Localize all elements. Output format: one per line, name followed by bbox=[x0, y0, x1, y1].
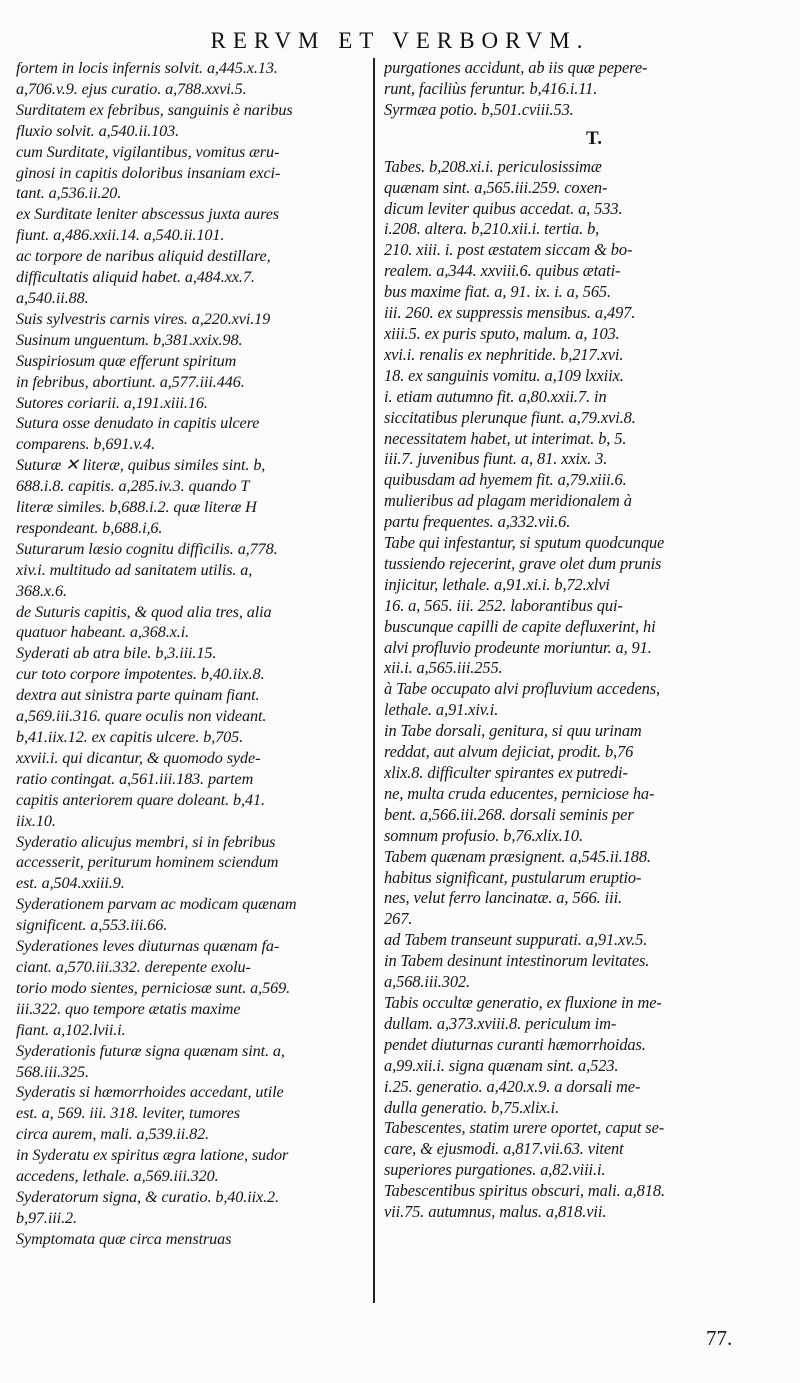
index-line: iii. 260. ex suppressis mensibus. a,497. bbox=[384, 303, 636, 323]
index-line: difficultatis aliquid habet. a,484.xx.7. bbox=[16, 268, 255, 287]
index-line: Sutores coriarii. a,191.xiii.16. bbox=[16, 393, 208, 412]
index-line: Suis sylvestris carnis vires. a,220.xvi.19 bbox=[16, 309, 271, 328]
index-line: bus maxime fiat. a, 91. ix. i. a, 565. bbox=[384, 282, 612, 302]
left-column bbox=[16, 58, 368, 1250]
index-line: 568.iii.325. bbox=[16, 1062, 89, 1081]
index-line: a,540.ii.88. bbox=[16, 288, 89, 307]
index-line: partu frequentes. a,332.vii.6. bbox=[384, 512, 571, 532]
index-line: iii.322. quo tempore ætatis maxime bbox=[16, 999, 241, 1018]
index-line: bent. a,566.iii.268. dorsali seminis per bbox=[384, 804, 634, 824]
index-line: pendet diuturnas curanti hæmorrhoidas. bbox=[384, 1034, 646, 1054]
running-head: RERVM ET VERBORVM. bbox=[210, 28, 590, 53]
index-line: dullam. a,373.xviii.8. periculum im- bbox=[384, 1013, 617, 1033]
index-line: Syrmæa potio. b,501.cviii.53. bbox=[384, 99, 574, 119]
index-line: i.25. generatio. a,420.x.9. a dorsali me- bbox=[384, 1076, 641, 1096]
index-line: a,706.v.9. ejus curatio. a,788.xxvi.5. bbox=[16, 79, 247, 98]
index-line: Tabis occultæ generatio, ex fluxione in me- bbox=[384, 992, 662, 1012]
index-line: Syderatis si hæmorrhoides accedant, utile bbox=[16, 1083, 284, 1102]
index-line: b,41.iix.12. ex capitis ulcere. b,705. bbox=[16, 728, 244, 746]
index-line: capitis anteriorem quare doleant. b,41. bbox=[16, 790, 265, 809]
index-line: nes, velut ferro lancinatæ. a, 566. iii. bbox=[384, 888, 623, 908]
index-line: ac torpore de naribus aliquid destillare, bbox=[16, 247, 271, 266]
index-line: Syderationes leves diuturnas quænam fa- bbox=[16, 937, 280, 956]
index-line: Tabe qui infestantur, si sputum quodcunque bbox=[384, 533, 665, 553]
index-line: vii.75. autumnus, malus. a,818.vii. bbox=[384, 1202, 607, 1222]
index-line: quibusdam ad hyemem fit. a,79.xiii.6. bbox=[384, 470, 627, 490]
index-line: circa aurem, mali. a,539.ii.82. bbox=[16, 1125, 210, 1144]
index-line: iii.7. juvenibus fiunt. a, 81. xxix. 3. bbox=[384, 449, 608, 469]
index-line: Tabes. b,208.xi.i. periculosissimæ bbox=[384, 156, 602, 176]
index-line: i.208. altera. b,210.xii.i. tertia. b, bbox=[384, 219, 600, 239]
index-line: b,97.iii.2. bbox=[16, 1208, 77, 1227]
index-line: buscunque capilli de capite defluxerint, hi bbox=[384, 616, 656, 636]
column-divider bbox=[373, 58, 375, 1303]
index-line: Sutura osse denudato in capitis ulcere bbox=[16, 414, 260, 433]
index-line: respondeant. b,688.i,6. bbox=[16, 518, 163, 537]
index-line: Tabem quænam præsignent. a,545.ii.188. bbox=[384, 846, 651, 866]
index-line: realem. a,344. xxviii.6. quibus ætati- bbox=[384, 261, 621, 281]
index-line: care, & ejusmodi. a,817.vii.63. vitent bbox=[384, 1139, 624, 1159]
index-line: Surditatem ex febribus, sanguinis è naribus bbox=[16, 100, 293, 119]
index-line: à Tabe occupato alvi profluvium accedens, bbox=[384, 679, 661, 699]
index-line: Susinum unguentum. b,381.xxix.98. bbox=[16, 330, 243, 349]
index-line: in Syderatu ex spiritus ægra latione, sudor bbox=[16, 1146, 289, 1165]
index-line: dulla generatio. b,75.xlix.i. bbox=[384, 1097, 560, 1117]
index-line: habitus significant, pustularum eruptio- bbox=[384, 867, 642, 887]
index-line: dextra aut sinistra parte quinam fiant. bbox=[16, 686, 260, 705]
index-line: Suturæ ✕ literæ, quibus similes sint. b, bbox=[16, 456, 266, 475]
index-line: reddat, aut alvum dejiciat, prodit. b,76 bbox=[384, 742, 634, 762]
index-line: ex Surditate leniter abscessus juxta aures bbox=[16, 205, 279, 224]
index-line: de Suturis capitis, & quod alia tres, alia bbox=[16, 602, 272, 621]
index-line: fiunt. a,486.xxii.14. a,540.ii.101. bbox=[16, 226, 225, 245]
index-line: 18. ex sanguinis vomitu. a,109 lxxiix. bbox=[384, 365, 624, 385]
index-line: 16. a, 565. iii. 252. laborantibus qui- bbox=[384, 595, 623, 615]
index-line: ne, multa cruda educentes, perniciose ha- bbox=[384, 783, 655, 803]
index-line: siccitatibus plerunque fiunt. a,79.xvi.8. bbox=[384, 407, 636, 427]
index-line: lethale. a,91.xiv.i. bbox=[384, 700, 499, 720]
index-line: xlix.8. difficulter spirantes ex putredi- bbox=[384, 763, 628, 782]
index-line: quænam sint. a,565.iii.259. coxen- bbox=[384, 177, 608, 197]
section-letter: T. bbox=[585, 127, 602, 149]
index-line: Tabescentibus spiritus obscuri, mali. a,818. bbox=[384, 1181, 665, 1201]
index-line: est. a,504.xxiii.9. bbox=[16, 874, 125, 893]
index-line: xiv.i. multitudo ad sanitatem utilis. a, bbox=[16, 560, 253, 579]
index-line: in febribus, abortiunt. a,577.iii.446. bbox=[16, 372, 245, 391]
index-line: 267. bbox=[384, 909, 413, 929]
index-line: Suspiriosum quæ efferunt spiritum bbox=[16, 351, 237, 370]
index-line: somnum profusio. b,76.xlix.10. bbox=[384, 825, 583, 845]
index-line: necessitatem habet, ut interimat. b, 5. bbox=[384, 428, 627, 448]
index-line: iix.10. bbox=[16, 811, 56, 830]
index-line: cur toto corpore impotentes. b,40.iix.8. bbox=[16, 665, 265, 684]
index-line: xii.i. a,565.iii.255. bbox=[384, 658, 503, 678]
index-line: literæ similes. b,688.i.2. quæ literæ H bbox=[16, 498, 257, 517]
index-line: accesserit, periturum hominem sciendum bbox=[16, 853, 279, 872]
index-line: Syderationis futuræ signa quænam sint. a, bbox=[16, 1041, 285, 1060]
index-line: Suturarum læsio cognitu difficilis. a,778. bbox=[16, 539, 278, 558]
index-line: alvi profluvio prodeunte moriuntur. a, 91. bbox=[384, 637, 652, 657]
index-line: in Tabem desinunt intestinorum levitates. bbox=[384, 951, 650, 971]
index-line: Syderatio alicujus membri, si in febribus bbox=[16, 832, 276, 851]
index-line: ginosi in capitis doloribus insaniam exci- bbox=[16, 163, 281, 182]
index-line: Tabescentes, statim urere oportet, caput se- bbox=[384, 1118, 665, 1138]
index-line: 210. xiii. i. post æstatem siccam & bo- bbox=[384, 240, 633, 260]
index-line: ciant. a,570.iii.332. derepente exolu- bbox=[16, 957, 251, 976]
index-line: Symptomata quæ circa menstruas bbox=[16, 1229, 232, 1248]
index-line: fluxio solvit. a,540.ii.103. bbox=[16, 121, 180, 140]
index-line: Syderationem parvam ac modicam quænam bbox=[16, 895, 297, 914]
index-line: in Tabe dorsali, genitura, si quu urinam bbox=[384, 721, 642, 741]
index-line: tussiendo rejecerint, grave olet dum prunis bbox=[384, 553, 662, 573]
index-line: ad Tabem transeunt suppurati. a,91.xv.5. bbox=[384, 930, 648, 950]
index-line: xiii.5. ex puris sputo, malum. a, 103. bbox=[384, 323, 620, 343]
index-line: superiores purgationes. a,82.viii.i. bbox=[384, 1160, 606, 1180]
index-line: fiant. a,102.lvii.i. bbox=[16, 1020, 126, 1039]
index-line: Syderatorum signa, & curatio. b,40.iix.2. bbox=[16, 1187, 279, 1206]
index-line: comparens. b,691.v.4. bbox=[16, 435, 156, 454]
index-line: runt, faciliùs feruntur. b,416.i.11. bbox=[384, 78, 598, 98]
index-line: injicitur, lethale. a,91.xi.i. b,72.xlvi bbox=[384, 574, 610, 594]
index-line: accedens, lethale. a,569.iii.320. bbox=[16, 1167, 219, 1186]
index-line: significent. a,553.iii.66. bbox=[16, 916, 168, 935]
right-column bbox=[384, 58, 784, 1223]
index-line: mulieribus ad plagam meridionalem à bbox=[384, 491, 632, 511]
index-line: a,569.iii.316. quare oculis non videant. bbox=[16, 707, 267, 726]
index-line: torio modo sientes, perniciosæ sunt. a,569. bbox=[16, 978, 291, 997]
index-line: fortem in locis infernis solvit. a,445.x.13. bbox=[16, 59, 278, 77]
index-line: 688.i.8. capitis. a,285.iv.3. quando T bbox=[16, 477, 250, 496]
index-line: ratio contingat. a,561.iii.183. partem bbox=[16, 769, 254, 788]
index-line: xxvii.i. qui dicantur, & quomodo syde- bbox=[16, 748, 261, 767]
index-line: xvi.i. renalis ex nephritide. b,217.xvi. bbox=[384, 344, 624, 364]
index-line: cum Surditate, vigilantibus, vomitus æru- bbox=[16, 142, 280, 161]
index-line: a,568.iii.302. bbox=[384, 972, 471, 992]
index-line: Syderati ab atra bile. b,3.iii.15. bbox=[16, 644, 217, 663]
index-line: a,99.xii.i. signa quænam sint. a,523. bbox=[384, 1055, 619, 1075]
index-line: dicum leviter quibus accedat. a, 533. bbox=[384, 198, 623, 218]
index-line: purgationes accidunt, ab iis quæ pepere- bbox=[384, 58, 648, 77]
index-line: 368.x.6. bbox=[16, 581, 67, 600]
index-line: i. etiam autumno fit. a,80.xxii.7. in bbox=[384, 386, 607, 406]
index-line: quatuor habeant. a,368.x.i. bbox=[16, 623, 190, 642]
page-number: 77. bbox=[706, 1326, 733, 1350]
index-line: tant. a,536.ii.20. bbox=[16, 184, 122, 203]
index-line: est. a, 569. iii. 318. leviter, tumores bbox=[16, 1104, 240, 1123]
